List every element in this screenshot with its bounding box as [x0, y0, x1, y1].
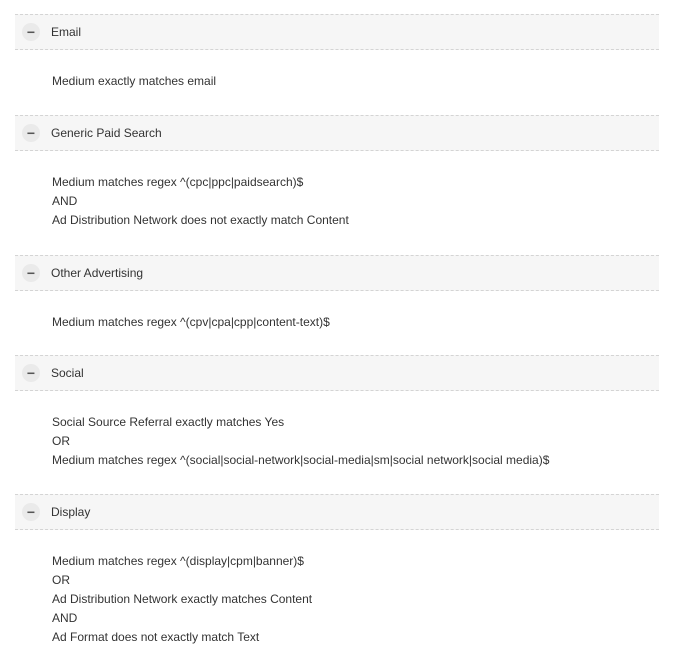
rule-line: Ad Format does not exactly match Text — [52, 630, 260, 644]
collapse-icon[interactable]: − — [22, 124, 40, 142]
collapse-icon[interactable]: − — [22, 503, 40, 521]
rule-line: Medium matches regex ^(display|cpm|banner)$ — [52, 554, 304, 568]
group-header-other-advertising[interactable] — [15, 255, 659, 291]
group-title: Display — [51, 505, 91, 519]
group-title: Other Advertising — [51, 266, 144, 280]
rule-line: Medium matches regex ^(social|social-network|social-media|sm|social network|social media)$ — [52, 453, 550, 467]
group-title: Email — [51, 25, 82, 39]
rule-operator: OR — [52, 434, 70, 448]
rule-line: Ad Distribution Network exactly matches Content — [52, 592, 313, 606]
group-title: Social — [51, 366, 84, 380]
group-rules-display — [15, 530, 659, 660]
collapse-icon[interactable]: − — [22, 364, 40, 382]
group-header-display[interactable] — [15, 494, 659, 530]
group-rules-social — [15, 391, 659, 494]
group-header-generic-paid-search[interactable] — [15, 115, 659, 151]
group-header-social[interactable] — [15, 355, 659, 391]
rule-operator: AND — [52, 611, 78, 625]
group-title: Generic Paid Search — [51, 126, 162, 140]
channel-grouping-list — [15, 14, 659, 660]
group-rules-other-advertising — [15, 291, 659, 355]
collapse-icon[interactable]: − — [22, 264, 40, 282]
group-rules-email — [15, 50, 659, 115]
collapse-icon[interactable]: − — [22, 23, 40, 41]
group-rules-generic-paid-search — [15, 151, 659, 255]
rule-line: Medium matches regex ^(cpv|cpa|cpp|content-text)$ — [52, 315, 330, 329]
group-header-email[interactable] — [15, 14, 659, 50]
rule-line: Medium exactly matches email — [52, 74, 217, 88]
rule-line: Social Source Referral exactly matches Yes — [52, 415, 285, 429]
rule-line: Ad Distribution Network does not exactly match Content — [52, 213, 349, 227]
rule-line: Medium matches regex ^(cpc|ppc|paidsearch)$ — [52, 175, 304, 189]
rule-operator: AND — [52, 194, 78, 208]
rule-operator: OR — [52, 573, 70, 587]
